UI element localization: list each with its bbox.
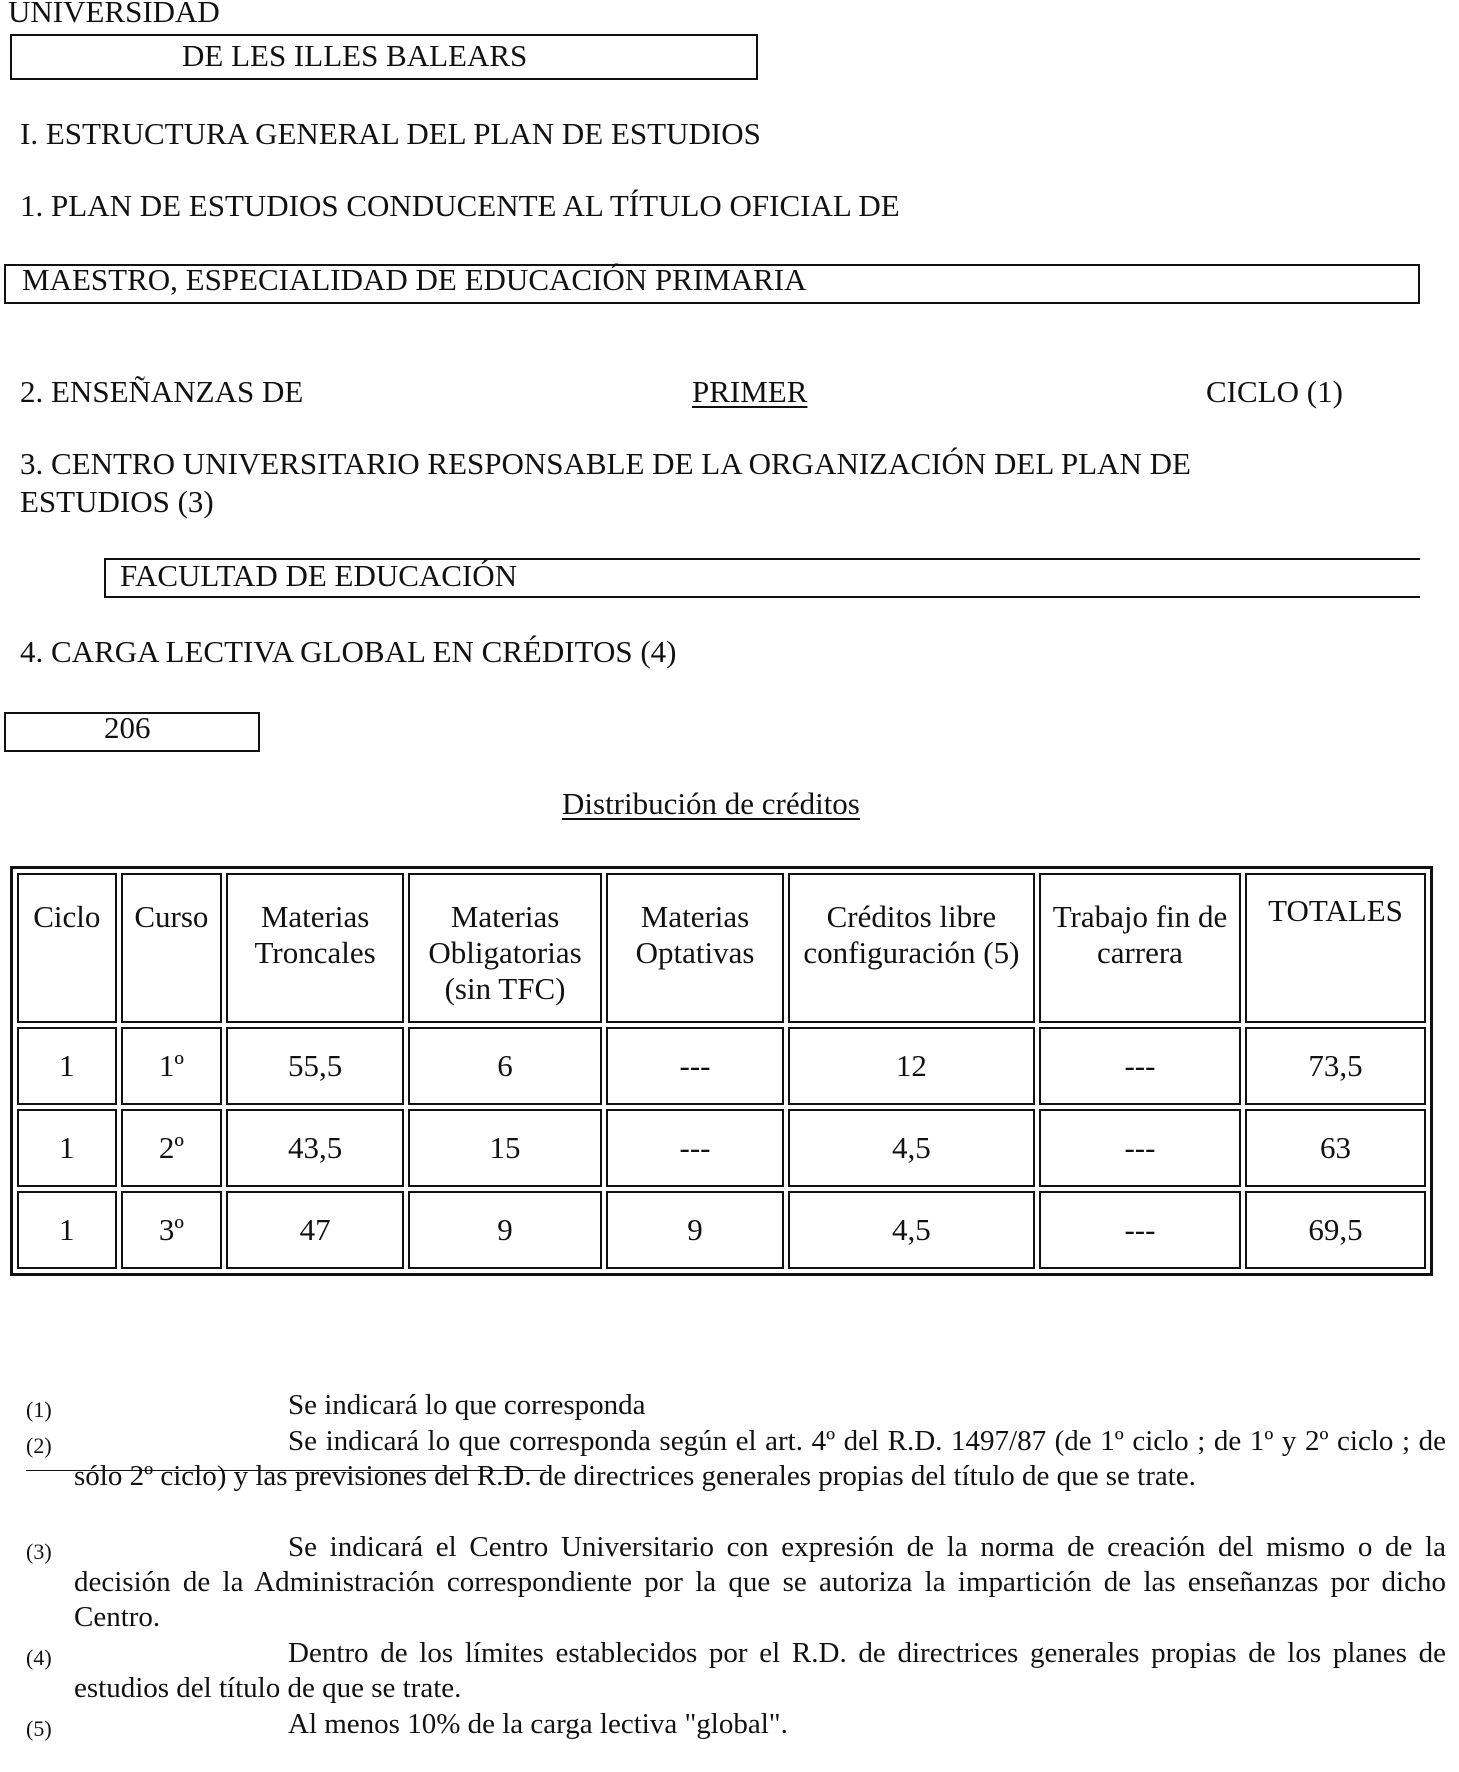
header-totales: TOTALES: [1245, 873, 1426, 1023]
table-cell: ---: [606, 1109, 784, 1187]
table-caption: Distribución de créditos: [562, 786, 860, 821]
footnote-1: [26, 1388, 1446, 1423]
table-cell: 1: [17, 1191, 117, 1269]
footnote-number: (1): [26, 1397, 52, 1422]
table-cell: 6: [408, 1027, 602, 1105]
cycle-value: PRIMER: [692, 374, 808, 409]
footnote-text: Al menos 10% de la carga lectiva "global".: [288, 1708, 788, 1740]
footnote-number: (3): [26, 1539, 52, 1564]
cycle-suffix: CICLO (1): [1206, 374, 1343, 409]
section-title: I. ESTRUCTURA GENERAL DEL PLAN DE ESTUDIOS: [20, 116, 761, 151]
table-cell: 12: [788, 1027, 1035, 1105]
footnote-text: Se indicará lo que corresponda según el art. 4º del R.D. 1497/87 (de 1º ciclo ; de 1º y 2º ciclo ; de sólo 2º ciclo) y las previsiones del R.D. de directrices generales propias del título de que se trate.: [74, 1425, 1446, 1492]
footnote-number: (5): [26, 1716, 52, 1741]
header-optativas: Materias Optativas: [606, 873, 784, 1023]
table-header-row: [17, 873, 1426, 1023]
university-name: DE LES ILLES BALEARS: [182, 38, 528, 73]
footnote-text: Se indicará el Centro Universitario con expresión de la norma de creación del mismo o de la decisión de la Administración correspondiente por la que se autoriza la impartición de las enseñanzas por dicho Centro.: [74, 1531, 1446, 1633]
table-cell: 47: [226, 1191, 404, 1269]
header-ciclo: Ciclo: [17, 873, 117, 1023]
header-obligatorias: Materias Obligatorias (sin TFC): [408, 873, 602, 1023]
footnote-text: Dentro de los límites establecidos por el R.D. de directrices generales propias de los planes de estudios del título de que se trate.: [74, 1637, 1446, 1704]
university-label: UNIVERSIDAD: [8, 0, 220, 29]
table-row: [17, 1191, 1426, 1269]
table-cell: 1: [17, 1109, 117, 1187]
total-credits-value: 206: [104, 710, 151, 745]
table-cell: 4,5: [788, 1191, 1035, 1269]
credits-table: [10, 866, 1433, 1276]
center-name: FACULTAD DE EDUCACIÓN: [120, 558, 518, 593]
table-cell: 1: [17, 1027, 117, 1105]
center-box: [104, 558, 1420, 598]
footnote-4: [26, 1636, 1446, 1706]
item4-label: 4. CARGA LECTIVA GLOBAL EN CRÉDITOS (4): [20, 634, 677, 669]
table-cell: 63: [1245, 1109, 1426, 1187]
header-libre-configuracion: Créditos libre configuración (5): [788, 873, 1035, 1023]
table-cell: 4,5: [788, 1109, 1035, 1187]
table-cell: 2º: [121, 1109, 223, 1187]
table-cell: 9: [606, 1191, 784, 1269]
table-cell: ---: [606, 1027, 784, 1105]
table-row: [17, 1027, 1426, 1105]
university-name-box: [10, 34, 758, 80]
degree-title: MAESTRO, ESPECIALIDAD DE EDUCACIÓN PRIMARIA: [22, 262, 807, 297]
header-troncales: Materias Troncales: [226, 873, 404, 1023]
table-cell: 73,5: [1245, 1027, 1426, 1105]
table-cell: 15: [408, 1109, 602, 1187]
degree-title-box: [4, 264, 1420, 304]
table-cell: 69,5: [1245, 1191, 1426, 1269]
table-cell: ---: [1039, 1027, 1241, 1105]
table-cell: ---: [1039, 1191, 1241, 1269]
total-credits-box: [4, 712, 260, 752]
footnote-2: [26, 1424, 1446, 1494]
item3-label-line1: 3. CENTRO UNIVERSITARIO RESPONSABLE DE LA ORGANIZACIÓN DEL PLAN DE: [20, 446, 1191, 481]
table-row: [17, 1109, 1426, 1187]
footnote-text: Se indicará lo que corresponda: [288, 1389, 646, 1421]
table-cell: 9: [408, 1191, 602, 1269]
footnote-3: [26, 1530, 1446, 1635]
header-trabajo-fin-carrera: Trabajo fin de carrera: [1039, 873, 1241, 1023]
header-curso: Curso: [121, 873, 223, 1023]
table-cell: 55,5: [226, 1027, 404, 1105]
table-cell: 3º: [121, 1191, 223, 1269]
footnote-5: [26, 1707, 1446, 1742]
footnote-number: (4): [26, 1645, 52, 1670]
footnote-number: (2): [26, 1433, 52, 1458]
table-cell: 1º: [121, 1027, 223, 1105]
item3-label-line2: ESTUDIOS (3): [20, 484, 214, 519]
item1-label: 1. PLAN DE ESTUDIOS CONDUCENTE AL TÍTULO OFICIAL DE: [20, 188, 900, 223]
table-cell: 43,5: [226, 1109, 404, 1187]
item2-label: 2. ENSEÑANZAS DE: [20, 374, 304, 409]
table-cell: ---: [1039, 1109, 1241, 1187]
